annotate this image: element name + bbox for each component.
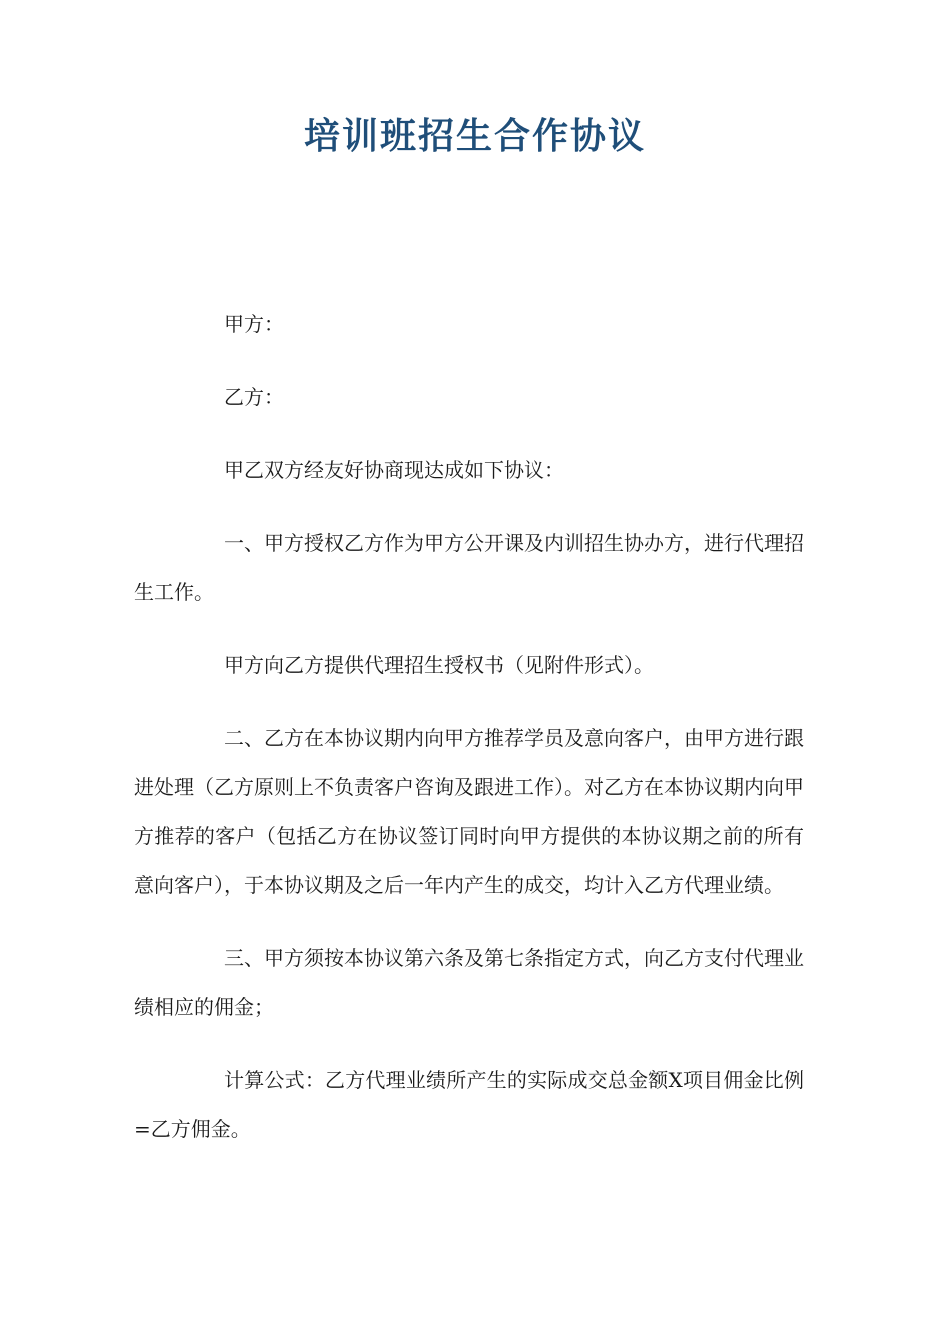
party-a-line: 甲方： (224, 312, 284, 336)
party-b-line: 乙方： (224, 385, 284, 409)
clause-1: 一、甲方授权乙方作为甲方公开课及内训招生协办方，进行代理招生工作。 (134, 531, 804, 604)
clause-2: 二、乙方在本协议期内向甲方推荐学员及意向客户，由甲方进行跟进处理（乙方原则上不负责客户咨询及跟进工作）。对乙方在本协议期内向甲方推荐的客户（包括乙方在协议签订同时向甲方提供的本协议期之前的所有意向客户），于本协议期及之后一年内产生的成交，均计入乙方代理业绩。 (134, 726, 804, 897)
clause-1-note: 甲方向乙方提供代理招生授权书（见附件形式）。 (224, 653, 654, 677)
clause-3: 三、甲方须按本协议第六条及第七条指定方式，向乙方支付代理业绩相应的佣金； (134, 946, 804, 1019)
commission-formula: 计算公式：乙方代理业绩所产生的实际成交总金额X项目佣金比例=乙方佣金。 (134, 1068, 804, 1141)
document-title: 培训班招生合作协议 (303, 116, 646, 157)
document-body (134, 300, 804, 1178)
agreement-intro: 甲乙双方经友好协商现达成如下协议： (224, 458, 564, 482)
